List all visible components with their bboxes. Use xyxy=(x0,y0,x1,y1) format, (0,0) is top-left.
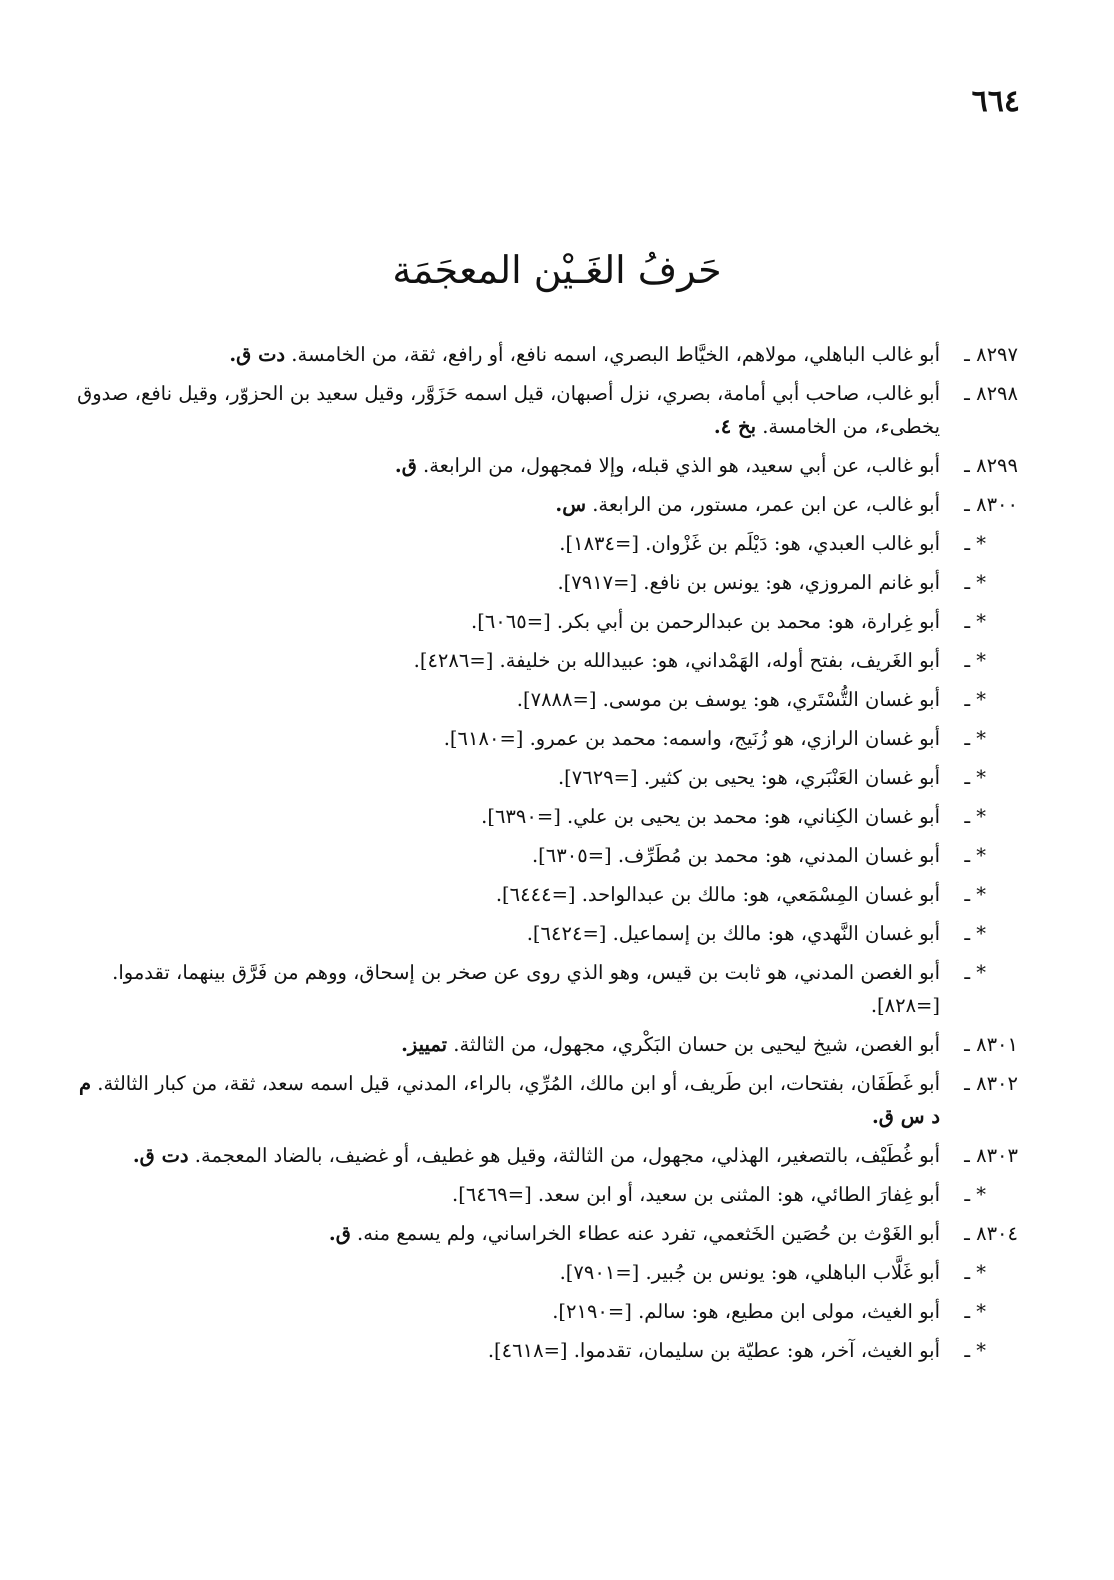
entry-number: ٨٢٩٧ ـ xyxy=(964,343,1018,366)
entries-list xyxy=(72,338,1018,1373)
cross-reference-entry xyxy=(72,917,1018,950)
asterisk-marker: * ـ xyxy=(964,1183,986,1206)
entry-text: أبو الغصن، شيخ ليحيى بن حسان البَكْري، مجهول، من الثالثة. xyxy=(447,1033,940,1056)
asterisk-marker: * ـ xyxy=(964,922,986,945)
narrator-entry xyxy=(72,1067,1018,1133)
entry-text: أبو غالب، عن ابن عمر، مستور، من الرابعة. xyxy=(586,493,940,516)
entry-text: أبو الغَريف، بفتح أوله، الهَمْداني، هو: عبيدالله بن خليفة. [=٤٢٨٦]. xyxy=(413,649,940,672)
cross-reference-entry xyxy=(72,878,1018,911)
source-symbols: ق. xyxy=(394,454,417,477)
cross-reference-entry xyxy=(72,527,1018,560)
asterisk-marker: * ـ xyxy=(964,883,986,906)
asterisk-marker: * ـ xyxy=(964,649,986,672)
narrator-entry xyxy=(72,1217,1018,1250)
source-symbols: س. xyxy=(555,493,587,516)
entry-number: ٨٣٠٤ ـ xyxy=(964,1222,1018,1245)
asterisk-marker: * ـ xyxy=(964,805,986,828)
cross-reference-entry xyxy=(72,605,1018,638)
asterisk-marker: * ـ xyxy=(964,1261,986,1284)
entry-text: أبو غالب، عن أبي سعيد، هو الذي قبله، وإلا فمجهول، من الرابعة. xyxy=(416,454,940,477)
page-number: ٦٦٤ xyxy=(971,84,1020,119)
cross-reference-entry xyxy=(72,1334,1018,1367)
asterisk-marker: * ـ xyxy=(964,961,986,984)
narrator-entry xyxy=(72,449,1018,482)
entry-number: ٨٣٠٠ ـ xyxy=(964,493,1018,516)
entry-text: أبو الغصن المدني، هو ثابت بن قيس، وهو الذي روى عن صخر بن إسحاق، ووهم من فَرَّق بينهما، تقدموا. [=٨٢٨]. xyxy=(112,961,940,1017)
entry-text: أبو غَطَفَان، بفتحات، ابن طَريف، أو ابن مالك، المُرِّي، بالراء، المدني، قيل اسمه سعد، ثقة، من كبار الثالثة. xyxy=(91,1072,940,1095)
cross-reference-entry xyxy=(72,722,1018,755)
asterisk-marker: * ـ xyxy=(964,1300,986,1323)
source-symbols: م د س ق. xyxy=(79,1072,940,1128)
narrator-entry xyxy=(72,1028,1018,1061)
source-symbols: دت ق. xyxy=(229,343,286,366)
entry-text: أبو غِرارة، هو: محمد بن عبدالرحمن بن أبي بكر. [=٦٠٦٥]. xyxy=(471,610,940,633)
entry-text: أبو غُطَيْف، بالتصغير، الهذلي، مجهول، من الثالثة، وقيل هو غطيف، أو غضيف، بالضاد المعجمة. xyxy=(188,1144,940,1167)
asterisk-marker: * ـ xyxy=(964,1339,986,1362)
entry-text: أبو غِفارَ الطائي، هو: المثنى بن سعيد، أو ابن سعد. [=٦٤٦٩]. xyxy=(452,1183,940,1206)
cross-reference-entry xyxy=(72,1256,1018,1289)
entry-text: أبو غسان المِسْمَعي، هو: مالك بن عبدالواحد. [=٦٤٤٤]. xyxy=(495,883,940,906)
entry-number: ٨٣٠٢ ـ xyxy=(964,1072,1018,1095)
asterisk-marker: * ـ xyxy=(964,727,986,750)
entry-text: أبو غالب، صاحب أبي أمامة، بصري، نزل أصبهان، قيل اسمه حَزَوَّر، وقيل سعيد بن الحزوّر، وقيل نافع، صدوق يخطىء، من الخامسة. xyxy=(77,382,940,438)
cross-reference-entry xyxy=(72,761,1018,794)
cross-reference-entry xyxy=(72,1295,1018,1328)
narrator-entry xyxy=(72,1139,1018,1172)
cross-reference-entry xyxy=(72,644,1018,677)
cross-reference-entry xyxy=(72,683,1018,716)
entry-text: أبو غالب العبدي، هو: دَيْلَم بن غَزْوان. [=١٨٣٤]. xyxy=(559,532,940,555)
entry-number: ٨٣٠٣ ـ xyxy=(964,1144,1018,1167)
cross-reference-entry xyxy=(72,800,1018,833)
entry-number: ٨٣٠١ ـ xyxy=(964,1033,1018,1056)
entry-text: أبو غسان الكِناني، هو: محمد بن يحيى بن علي. [=٦٣٩٠]. xyxy=(481,805,940,828)
narrator-entry xyxy=(72,377,1018,443)
entry-text: أبو غَلَّاب الباهلي، هو: يونس بن جُبير. [=٧٩٠١]. xyxy=(559,1261,940,1284)
entry-text: أبو غسان التُّسْتَري، هو: يوسف بن موسى. [=٧٨٨٨]. xyxy=(516,688,940,711)
narrator-entry xyxy=(72,338,1018,371)
asterisk-marker: * ـ xyxy=(964,844,986,867)
asterisk-marker: * ـ xyxy=(964,688,986,711)
cross-reference-entry xyxy=(72,956,1018,1022)
entry-text: أبو غسان المدني، هو: محمد بن مُطَرِّف. [=٦٣٠٥]. xyxy=(531,844,940,867)
chapter-title: حَرفُ الغَـيْن المعجَمَة xyxy=(392,248,722,292)
asterisk-marker: * ـ xyxy=(964,571,986,594)
source-symbols: بخ ٤. xyxy=(713,415,756,438)
cross-reference-entry xyxy=(72,839,1018,872)
entry-text: أبو غسان العَنْبَري، هو: يحيى بن كثير. [=٧٦٢٩]. xyxy=(557,766,940,789)
asterisk-marker: * ـ xyxy=(964,610,986,633)
entry-text: أبو الغيث، آخر، هو: عطيّة بن سليمان، تقدموا. [=٤٦١٨]. xyxy=(487,1339,940,1362)
source-symbols: دت ق. xyxy=(132,1144,189,1167)
entry-number: ٨٢٩٨ ـ xyxy=(964,382,1018,405)
asterisk-marker: * ـ xyxy=(964,532,986,555)
source-symbols: تمييز. xyxy=(401,1033,448,1056)
entry-text: أبو الغَوْث بن حُصَين الخَثعمي، تفرد عنه عطاء الخراساني، ولم يسمع منه. xyxy=(350,1222,940,1245)
entry-text: أبو غانم المروزي، هو: يونس بن نافع. [=٧٩١٧]. xyxy=(557,571,940,594)
narrator-entry xyxy=(72,488,1018,521)
entry-text: أبو الغيث، مولى ابن مطيع، هو: سالم. [=٢١٩٠]. xyxy=(552,1300,940,1323)
entry-text: أبو غسان الرازي، هو زُنَيج، واسمه: محمد بن عمرو. [=٦١٨٠]. xyxy=(443,727,940,750)
entry-text: أبو غسان النَّهدي، هو: مالك بن إسماعيل. [=٦٤٢٤]. xyxy=(526,922,940,945)
entry-text: أبو غالب الباهلي، مولاهم، الخيَّاط البصري، اسمه نافع، أو رافع، ثقة، من الخامسة. xyxy=(285,343,940,366)
cross-reference-entry xyxy=(72,1178,1018,1211)
asterisk-marker: * ـ xyxy=(964,766,986,789)
entry-number: ٨٢٩٩ ـ xyxy=(964,454,1018,477)
cross-reference-entry xyxy=(72,566,1018,599)
source-symbols: ق. xyxy=(328,1222,351,1245)
